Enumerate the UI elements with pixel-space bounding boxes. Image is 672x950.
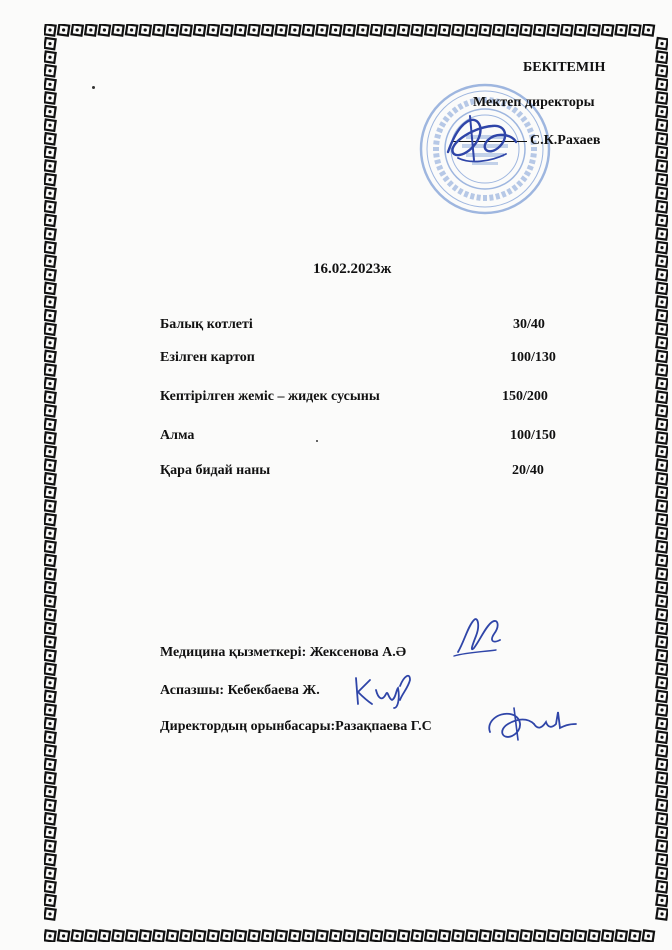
stamp-letter-mark [520,175,527,182]
border-ornament [44,718,55,729]
border-ornament [656,106,667,117]
stamp-letter-mark [524,170,531,176]
border-ornament [656,677,667,688]
border-ornament [316,930,327,941]
stamp-letter-mark [463,191,469,198]
director-title: Мектеп директоры [473,95,595,110]
stamp-letter-mark [433,147,439,151]
border-pattern [44,24,668,942]
border-ornament [520,930,531,941]
border-ornament [248,930,259,941]
border-ornament [153,24,164,35]
stamp-letter-mark [530,153,536,158]
border-ornament [44,65,55,76]
border-ornament [466,24,477,35]
border-ornament [656,514,667,525]
border-ornament [112,930,123,941]
border-ornament [480,930,491,941]
border-ornament [656,568,667,579]
stamp-letter-mark [520,116,527,123]
border-ornament [44,92,55,103]
border-ornament [44,52,55,63]
border-ornament [276,24,287,35]
border-ornament [44,555,55,566]
border-ornament [208,24,219,35]
border-ornament [384,930,395,941]
border-ornament [575,930,586,941]
border-ornament [44,188,55,199]
border-ornament [656,772,667,783]
border-ornament [656,813,667,824]
border-ornament [44,582,55,593]
approval-heading: БЕКІТЕМІН [523,60,606,75]
border-ornament [344,24,355,35]
stamp-letter-mark [457,188,463,195]
border-ornament [656,732,667,743]
border-ornament [221,24,232,35]
border-ornament [44,623,55,634]
border-ornament [493,930,504,941]
border-ornament [656,92,667,103]
border-ornament [112,24,123,35]
border-ornament [575,24,586,35]
border-ornament [44,405,55,416]
border-ornament [44,378,55,389]
border-ornament [44,759,55,770]
menu-item-name: Балық котлеті [160,317,253,332]
border-ornament [656,908,667,919]
border-ornament [656,596,667,607]
border-ornament [357,24,368,35]
border-ornament [58,24,69,35]
border-ornament [656,296,667,307]
border-ornament [44,704,55,715]
border-ornament [58,930,69,941]
border-ornament [384,24,395,35]
stamp-letter-mark [511,184,518,191]
border-ornament [44,324,55,335]
border-ornament [44,840,55,851]
stamp-letter-mark [447,180,454,187]
border-ornament [44,800,55,811]
border-ornament [44,392,55,403]
border-ornament [44,337,55,348]
border-ornament [656,446,667,457]
border-ornament [44,460,55,471]
border-ornament [180,24,191,35]
border-ornament [371,930,382,941]
border-ornament [656,337,667,348]
border-ornament [629,930,640,941]
border-ornament [534,24,545,35]
border-ornament [44,106,55,117]
border-ornament [44,446,55,457]
border-ornament [466,930,477,941]
border-ornament [656,718,667,729]
menu-item-name: Алма [160,428,195,443]
border-ornament [656,582,667,593]
border-ornament [44,868,55,879]
border-ornament [425,930,436,941]
border-ornament [439,930,450,941]
menu-item-qty: 100/130 [510,350,556,365]
border-ornament [656,704,667,715]
border-ornament [656,378,667,389]
border-ornament [656,800,667,811]
border-ornament [262,24,273,35]
border-ornament [153,930,164,941]
border-ornament [44,745,55,756]
border-ornament [44,364,55,375]
border-ornament [330,24,341,35]
border-ornament [656,528,667,539]
border-ornament [85,930,96,941]
border-ornament [656,895,667,906]
border-ornament [588,24,599,35]
border-ornament [656,120,667,131]
stamp-letter-mark [483,195,487,201]
border-ornament [330,930,341,941]
border-ornament [72,930,83,941]
border-ornament [656,827,667,838]
menu-item-name: Езілген картоп [160,350,255,365]
stamp-letter-mark [529,159,536,164]
border-ornament [656,38,667,49]
border-ornament [289,930,300,941]
border-ornament [44,473,55,484]
border-ornament [602,24,613,35]
border-ornament [656,392,667,403]
border-ornament [44,813,55,824]
border-ornament [262,930,273,941]
border-ornament [656,201,667,212]
border-ornament [44,256,55,267]
border-ornament [316,24,327,35]
border-ornament [616,24,627,35]
border-ornament [44,930,55,941]
stamp-letter-mark [476,194,481,200]
border-ornament [44,174,55,185]
border-ornament [221,930,232,941]
border-ornament [656,868,667,879]
medical-worker-signature-label: Медицина қызметкері: Жексенова А.Ә [160,645,407,660]
menu-item-qty: 150/200 [502,389,548,404]
border-ornament [656,269,667,280]
border-ornament [507,930,518,941]
border-ornament [534,930,545,941]
border-ornament [656,487,667,498]
border-ornament [452,24,463,35]
border-ornament [44,908,55,919]
border-ornament [44,310,55,321]
menu-item-qty: 30/40 [513,317,545,332]
stamp-letter-mark [463,100,469,107]
border-ornament [656,541,667,552]
border-ornament [44,786,55,797]
border-ornament [44,772,55,783]
border-ornament [656,881,667,892]
menu-item-qty: 100/150 [510,428,556,443]
stamp-letter-mark [439,170,446,176]
stamp-letter-mark [489,194,494,200]
menu-date: 16.02.2023ж [313,261,392,277]
border-ornament [643,24,654,35]
border-ornament [548,930,559,941]
border-ornament [480,24,491,35]
border-ornament [44,881,55,892]
border-ornament [44,283,55,294]
border-ornament [656,500,667,511]
border-ornament [44,514,55,525]
border-ornament [140,24,151,35]
border-ornament [44,201,55,212]
border-ornament [44,568,55,579]
menu-item-name: Кептірілген жеміс – жидек сусыны [160,389,380,404]
border-ornament [44,296,55,307]
border-ornament [44,827,55,838]
border-ornament [194,24,205,35]
border-ornament [656,473,667,484]
border-ornament [44,419,55,430]
border-ornament [126,930,137,941]
border-ornament [44,691,55,702]
border-ornament [276,930,287,941]
border-ornament [656,283,667,294]
border-ornament [412,24,423,35]
stamp-letter-mark [443,175,450,182]
border-ornament [452,930,463,941]
border-ornament [656,691,667,702]
border-ornament [357,930,368,941]
border-ornament [548,24,559,35]
border-ornament [656,79,667,90]
border-ornament [44,732,55,743]
cook-signature-label: Аспазшы: Кебекбаева Ж. [160,683,320,698]
border-ornament [44,133,55,144]
border-ornament [656,623,667,634]
border-ornament [44,500,55,511]
border-ornament [656,174,667,185]
stamp-letter-mark [516,180,523,187]
border-ornament [656,759,667,770]
border-ornament [656,310,667,321]
border-ornament [44,228,55,239]
border-ornament [656,160,667,171]
border-ornament [656,460,667,471]
border-ornament [656,351,667,362]
border-ornament [656,636,667,647]
border-ornament [140,930,151,941]
border-ornament [616,930,627,941]
stamp-letter-mark [452,184,459,191]
border-ornament [44,528,55,539]
border-ornament [656,786,667,797]
border-ornament [602,930,613,941]
border-ornament [656,664,667,675]
border-ornament [656,228,667,239]
border-ornament [235,24,246,35]
border-ornament [44,79,55,90]
border-ornament [85,24,96,35]
director-name: С.К.Рахаев [530,133,601,148]
decorative-border [44,24,668,942]
border-ornament [371,24,382,35]
border-ornament [44,664,55,675]
border-ornament [643,930,654,941]
border-ornament [656,147,667,158]
border-ornament [44,242,55,253]
border-ornament [520,24,531,35]
border-ornament [398,930,409,941]
border-ornament [656,650,667,661]
border-ornament [656,52,667,63]
border-ornament [44,432,55,443]
border-ornament [248,24,259,35]
stamp-letter-mark [433,140,439,145]
border-ornament [656,65,667,76]
border-ornament [44,541,55,552]
border-ornament [44,24,55,35]
border-ornament [561,24,572,35]
border-ornament [656,188,667,199]
border-ornament [44,609,55,620]
border-ornament [439,24,450,35]
border-ornament [656,555,667,566]
border-ornament [656,364,667,375]
border-ornament [167,24,178,35]
border-ornament [44,215,55,226]
border-ornament [194,930,205,941]
border-ornament [99,930,110,941]
border-ornament [656,745,667,756]
border-ornament [656,854,667,865]
border-ornament [629,24,640,35]
stamp-letter-mark [527,165,534,171]
border-ornament [344,930,355,941]
stamp-letter-mark [470,193,475,200]
border-ornament [303,930,314,941]
border-ornament [72,24,83,35]
scan-speck [92,86,95,89]
border-ornament [44,650,55,661]
border-ornament [398,24,409,35]
border-ornament [235,930,246,941]
border-ornament [44,636,55,647]
border-ornament [588,930,599,941]
border-ornament [167,930,178,941]
stamp-letter-mark [433,153,439,158]
deputy-director-signature-label: Директордың орынбасары:Разақпаева Г.С [160,719,432,734]
border-ornament [44,147,55,158]
border-ornament [44,269,55,280]
border-ornament [44,351,55,362]
border-ornament [180,930,191,941]
border-ornament [44,120,55,131]
border-ornament [208,930,219,941]
border-ornament [656,840,667,851]
stamp-letter-mark [524,121,531,127]
border-ornament [44,677,55,688]
border-ornament [656,133,667,144]
border-ornament [656,242,667,253]
border-ornament [493,24,504,35]
border-ornament [656,432,667,443]
border-ornament [656,609,667,620]
border-ornament [44,854,55,865]
border-ornament [99,24,110,35]
border-ornament [289,24,300,35]
border-ornament [303,24,314,35]
border-ornament [412,930,423,941]
border-ornament [126,24,137,35]
menu-item-name: Қара бидай наны [160,463,271,478]
deputy-director-handwritten-signature [484,702,580,744]
stamp-letter-mark [506,188,512,195]
border-ornament [44,160,55,171]
border-ornament [44,895,55,906]
director-handwritten-signature [440,108,520,170]
border-ornament [507,24,518,35]
border-ornament [44,487,55,498]
border-ornament [656,405,667,416]
border-ornament [656,256,667,267]
scan-speck [316,440,318,442]
cook-handwritten-signature [352,668,414,710]
border-ornament [44,38,55,49]
border-ornament [656,215,667,226]
border-ornament [44,596,55,607]
medical-worker-handwritten-signature [452,612,506,658]
border-ornament [656,324,667,335]
stamp-letter-mark [495,193,500,200]
border-ornament [656,419,667,430]
border-ornament [425,24,436,35]
menu-item-qty: 20/40 [512,463,544,478]
border-ornament [561,930,572,941]
stamp-letter-mark [501,191,507,198]
